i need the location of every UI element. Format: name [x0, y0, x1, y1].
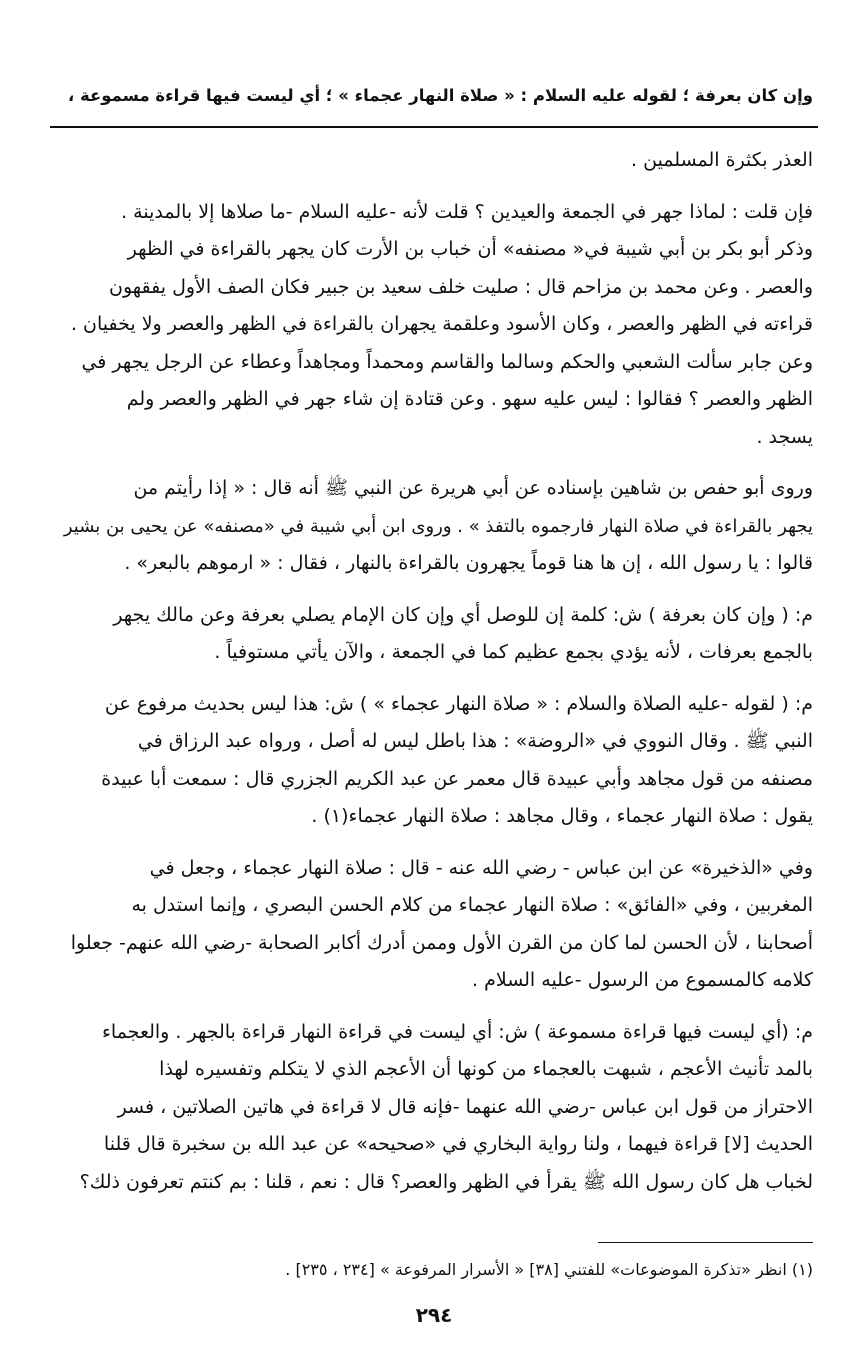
- paragraph: [55, 142, 813, 180]
- text-line: وعن جابر سألت الشعبي والحكم وسالما والقاسم ومحمداً ومجاهداً وعطاء عن الرجل يجهر في: [81, 350, 813, 373]
- text-line: الظهر والعصر ؟ فقالوا : ليس عليه سهو . وعن قتادة إن شاء جهر في الظهر والعصر ولم: [126, 388, 813, 410]
- text-line: لخباب هل كان رسول الله ﷺ يقرأ في الظهر والعصر؟ قال : نعم ، قلنا : بم كنتم تعرفون ذلك؟: [79, 1170, 813, 1193]
- text-line: وفي «الذخيرة» عن ابن عباس - رضي الله عنه - قال : صلاة النهار عجماء ، وجعل في: [149, 856, 813, 879]
- text-line: يقول : صلاة النهار عجماء ، وقال مجاهد : صلاة النهار عجماء(١) .: [311, 805, 813, 827]
- text-line: وذكر أبو بكر بن أبي شيبة في« مصنفه» أن خباب بن الأرت كان يجهر بالقراءة في الظهر: [127, 238, 813, 260]
- text-line: الحديث [لا] قراءة فيهما ، ولنا رواية البخاري في «صحيحه» عن عبد الله بن سخبرة قال قلنا: [103, 1133, 813, 1155]
- text-line: كلامه كالمسموع من الرسول -عليه السلام .: [472, 969, 813, 991]
- text-line: بالجمع بعرفات ، لأنه يؤدي بجمع عظيم كما في الجمعة ، والآن يأتي مستوفياً .: [214, 641, 813, 663]
- text-line: والعصر . وعن محمد بن مزاحم قال : صليت خلف سعيد بن جبير فكان الصف الأول يفقهون: [109, 275, 813, 298]
- text-line: العذر بكثرة المسلمين .: [631, 149, 813, 171]
- text-line: أصحابنا ، لأن الحسن لما كان من القرن الأول وممن أدرك أكابر الصحابة -رضي الله عنهم- جعلوا: [70, 931, 813, 954]
- text-line: بالمد تأنيث الأعجم ، شبهت بالعجماء من كونها أن الأعجم الذي لا يتكلم وتفسيره لهذا: [159, 1058, 813, 1080]
- paragraph: [55, 686, 813, 836]
- text-line: يجهر بالقراءة في صلاة النهار فارجموه بالتفذ » . وروى ابن أبي شيبة في «مصنفه» عن يحيى بن بشير: [63, 515, 813, 537]
- paragraph: [55, 850, 813, 1000]
- footnote-rule: [598, 1242, 813, 1243]
- text-line: قالوا : يا رسول الله ، إن ها هنا قوماً يجهرون بالقراءة بالنهار ، فقال : « ارموهم بالبعر» .: [124, 552, 813, 574]
- paragraph: [55, 597, 813, 672]
- text-line: وروى أبو حفص بن شاهين بإسناده عن أبي هريرة عن النبي ﷺ أنه قال : « إذا رأيتم من: [133, 477, 813, 499]
- paragraph: [55, 1014, 813, 1202]
- text-line: مصنفه من قول مجاهد وأبي عبيدة قال معمر عن عبد الكريم الجزري قال : سمعت أبا عبيدة: [101, 767, 813, 790]
- header-rule: [50, 126, 818, 128]
- main-text: [55, 142, 813, 1215]
- text-line: قراءته في الظهر والعصر ، وكان الأسود وعلقمة يجهران بالقراءة في الظهر والعصر ولا يخفيان .: [70, 313, 813, 335]
- text-line: م: ( وإن كان بعرفة ) ش: كلمة إن للوصل أي وإن كان الإمام يصلي بعرفة وعن مالك يجهر: [113, 603, 813, 626]
- running-header: وإن كان بعرفة ؛ لقوله عليه السلام : « صلاة النهار عجماء » ؛ أي ليست فيها قراءة مسموعة ،: [67, 86, 813, 105]
- paragraph: [55, 194, 813, 457]
- text-line: فإن قلت : لماذا جهر في الجمعة والعيدين ؟ قلت لأنه -عليه السلام -ما صلاها إلا بالمدينة .: [121, 200, 813, 223]
- text-line: الاحتراز من قول ابن عباس -رضي الله عنهما -فإنه قال لا قراءة في هاتين الصلاتين ، فسر: [117, 1095, 813, 1118]
- page-number: ٢٩٤: [415, 1303, 453, 1327]
- footnote: (١) انظر «تذكرة الموضوعات» للفتني [٣٨] « الأسرار المرفوعة » [٢٣٤ ، ٢٣٥] .: [285, 1260, 813, 1279]
- text-line: م: ( لقوله -عليه الصلاة والسلام : « صلاة النهار عجماء » ) ش: هذا ليس بحديث مرفوع عن: [104, 692, 813, 715]
- paragraph: [55, 470, 813, 583]
- text-line: يسجد .: [756, 425, 813, 448]
- text-line: النبي ﷺ . وقال النووي في «الروضة» : هذا باطل ليس له أصل ، ورواه عبد الرزاق في: [137, 730, 813, 752]
- text-line: م: (أي ليست فيها قراءة مسموعة ) ش: أي ليست في قراءة النهار قراءة بالجهر . والعجماء: [101, 1020, 813, 1043]
- text-line: المغربين ، وفي «الفائق» : صلاة النهار عجماء من كلام الحسن البصري ، وإنما استدل به: [131, 894, 813, 916]
